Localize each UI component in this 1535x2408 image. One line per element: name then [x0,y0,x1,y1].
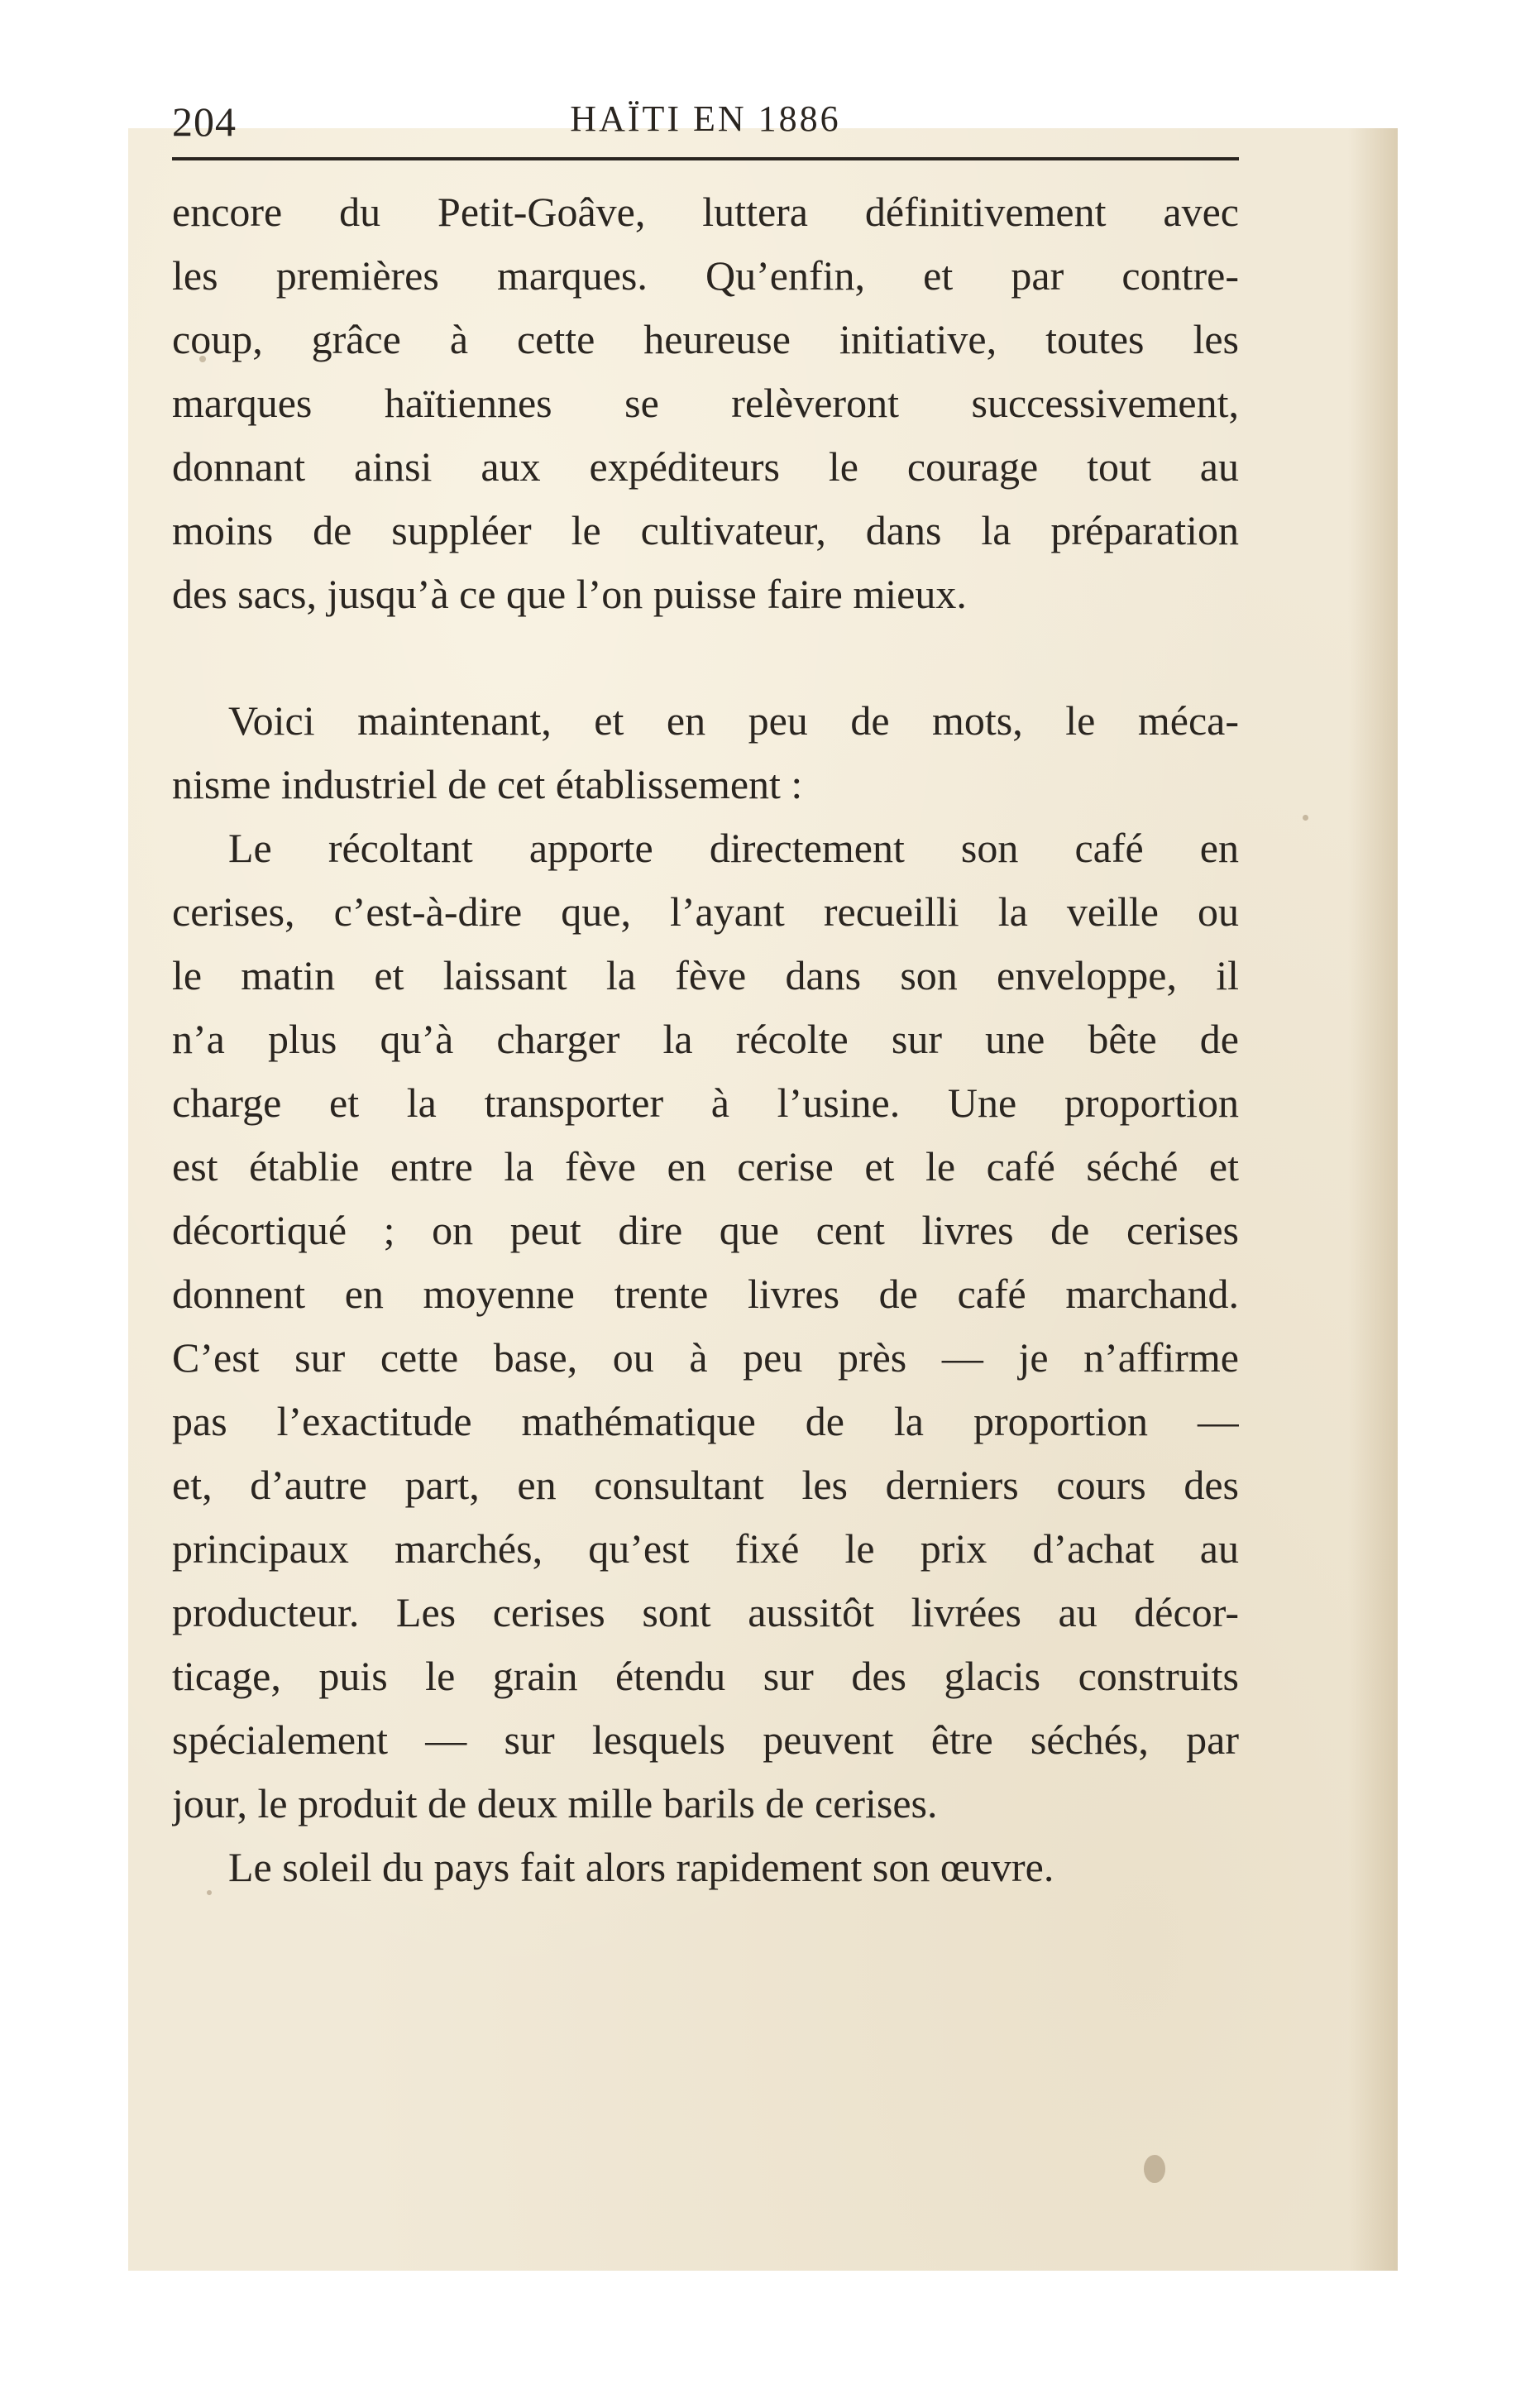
text-line: et, d’autre part, en consultant les derniers cours des [172,1462,1239,1508]
text-line: moins de suppléer le cultivateur, dans la préparation [172,507,1239,553]
paper-speck [1144,2155,1165,2183]
text-line: marques haïtiennes se relèveront successivement, [172,380,1239,426]
text-line: décortiqué ; on peut dire que cent livres de cerises [172,1207,1239,1253]
text-line: charge et la transporter à l’usine. Une proportion [172,1080,1239,1126]
running-head [172,91,1239,149]
text-line: jour, le produit de deux mille barils de cerises. [172,1780,938,1826]
text-line: cerises, c’est-à-dire que, l’ayant recueilli la veille ou [172,888,1239,935]
text-line: le matin et laissant la fève dans son enveloppe, il [172,952,1239,998]
text-line: n’a plus qu’à charger la récolte sur une bête de [172,1016,1239,1062]
text-line: spécialement — sur lesquels peuvent être séchés, par [172,1716,1239,1763]
text-line: donnant ainsi aux expéditeurs le courage tout au [172,443,1239,490]
text-line: est établie entre la fève en cerise et le café séché et [172,1143,1239,1190]
running-title: HAÏTI EN 1886 [570,98,841,139]
text-line: nisme industriel de cet établissement : [172,761,803,807]
text-line: producteur. Les cerises sont aussitôt livrées au décor- [172,1589,1239,1635]
text-line: Le soleil du pays fait alors rapidement son œuvre. [228,1844,1054,1890]
text-line: Le récoltant apporte directement son café en [228,825,1239,871]
text-line: pas l’exactitude mathématique de la proportion — [172,1398,1239,1444]
text-line: encore du Petit-Goâve, luttera définitivement avec [172,189,1239,235]
paragraph [172,180,1239,626]
body-text [172,180,1239,1899]
paragraph [172,816,1239,1836]
text-line: donnent en moyenne trente livres de café marchand. [172,1271,1239,1317]
text-line: les premières marques. Qu’enfin, et par contre- [172,252,1239,299]
page-gutter-shadow [1348,128,1398,2271]
paragraph [172,1836,1239,1899]
text-line: C’est sur cette base, ou à peu près — je n’affirme [172,1334,1239,1381]
paragraph [172,689,1239,816]
paper-speck [1303,815,1308,821]
text-line: Voici maintenant, et en peu de mots, le méca- [228,697,1239,744]
page-number: 204 [172,98,237,145]
paragraph-gap [172,626,1239,689]
text-line: coup, grâce à cette heureuse initiative, toutes les [172,316,1239,362]
text-line: principaux marchés, qu’est fixé le prix d’achat au [172,1525,1239,1572]
text-line: ticage, puis le grain étendu sur des glacis construits [172,1653,1239,1699]
header-rule [172,157,1239,160]
text-line: des sacs, jusqu’à ce que l’on puisse faire mieux. [172,571,967,617]
